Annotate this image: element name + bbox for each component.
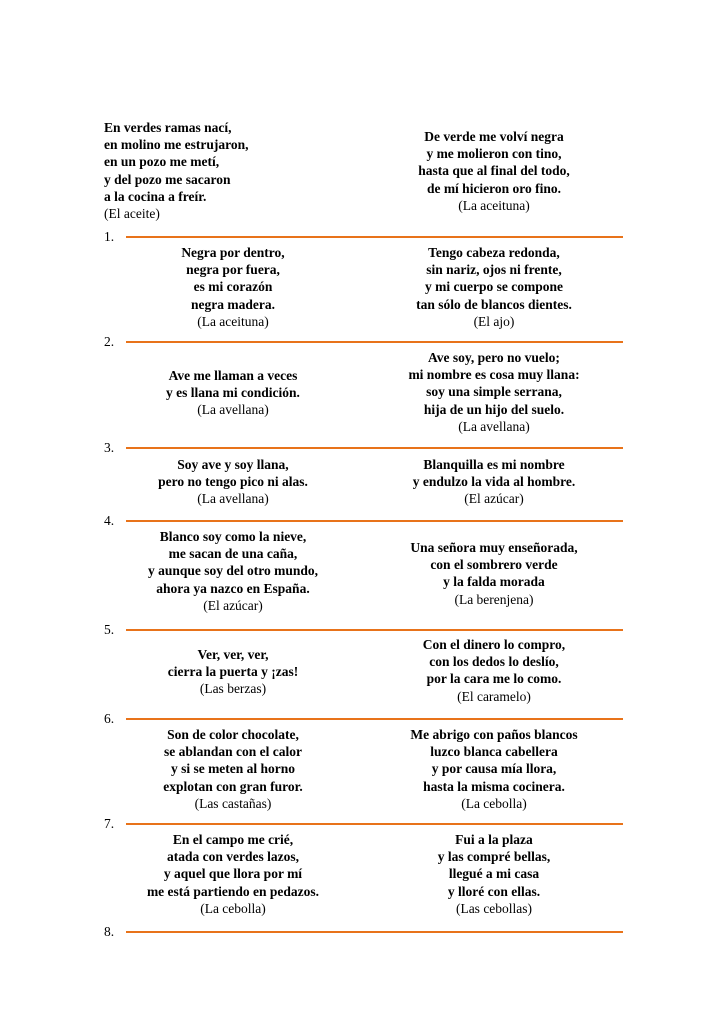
riddle-line: explotan con gran furor. (163, 778, 303, 794)
section-divider (126, 629, 623, 631)
riddle-left (120, 367, 346, 419)
section-divider (126, 520, 623, 522)
section-divider (126, 447, 623, 449)
riddle-right (380, 244, 608, 330)
riddle-line: Blanco soy como la nieve, (159, 529, 307, 544)
riddle-line: Ave soy, pero no vuelo; (428, 350, 560, 365)
section-divider (126, 931, 623, 933)
section-number: 4. (104, 513, 115, 528)
section-divider (126, 341, 623, 343)
riddle-line: hasta la misma cocinera. (423, 778, 565, 794)
riddle-answer: (El aceite) (104, 206, 160, 222)
riddle-line: Ave me llaman a veces (168, 368, 298, 383)
riddle-intro-right (380, 128, 608, 214)
section-number: 6. (104, 711, 115, 726)
riddle-line: de mí hicieron oro fino. (426, 180, 562, 196)
riddle-line: luzco blanca cabellera (430, 744, 558, 760)
riddle-line: con el sombrero verde (430, 557, 558, 573)
section-number: 5. (104, 622, 115, 637)
riddle-right (380, 726, 608, 812)
riddle-line: negra madera. (191, 296, 275, 312)
section-number: 3. (104, 440, 115, 455)
riddle-line: y la falda morada (443, 574, 545, 590)
section-number: 1. (104, 229, 115, 244)
riddle-line: y si se meten al horno (170, 761, 296, 777)
riddle-line: y me molieron con tino, (426, 146, 562, 162)
riddle-line: cierra la puerta y ¡zas! (167, 664, 299, 680)
riddle-line: En el campo me crié, (172, 832, 294, 847)
riddle-line: es mi corazón (193, 279, 273, 295)
riddle-line: llegué a mi casa (448, 866, 540, 882)
riddle-line: Son de color chocolate, (167, 727, 299, 742)
riddle-line: y lloré con ellas. (447, 883, 541, 899)
riddle-line: Blanquilla es mi nombre (423, 457, 565, 472)
riddle-line: hasta que al final del todo, (418, 163, 570, 179)
riddle-line: mi nombre es cosa muy llana: (408, 367, 580, 383)
riddle-left (120, 528, 346, 614)
riddle-line: en un pozo me metí, (104, 154, 220, 170)
riddle-line: Ver, ver, ver, (197, 647, 269, 662)
riddle-line: negra por fuera, (186, 262, 280, 278)
riddle-line: me está partiendo en pedazos. (146, 883, 320, 899)
riddle-left (120, 726, 346, 812)
riddle-line: y las compré bellas, (437, 849, 551, 865)
riddle-line: a la cocina a freír. (104, 188, 207, 204)
riddle-left (120, 646, 346, 698)
section-number: 8. (104, 924, 115, 939)
riddle-line: y por causa mía llora, (431, 761, 557, 777)
riddle-right (380, 636, 608, 705)
riddle-right (380, 456, 608, 508)
riddle-answer: (La avellana) (458, 418, 530, 434)
riddle-line: y aunque soy del otro mundo, (147, 563, 319, 579)
riddle-line: hija de un hijo del suelo. (423, 401, 565, 417)
riddle-line: sin nariz, ojos ni frente, (426, 262, 562, 278)
riddle-line: y del pozo me sacaron (104, 171, 231, 187)
riddle-right (380, 349, 608, 435)
riddle-answer: (La aceituna) (197, 313, 269, 329)
riddle-line: con los dedos lo deslío, (429, 654, 559, 670)
riddle-line: Una señora muy enseñorada, (410, 540, 578, 555)
riddle-answer: (La cebolla) (461, 795, 527, 811)
riddle-answer: (Las castañas) (194, 795, 272, 811)
riddle-line: En verdes ramas nací, (104, 120, 232, 135)
riddle-line: y es llana mi condición. (166, 385, 300, 401)
riddle-line: Negra por dentro, (181, 245, 285, 260)
riddle-line: Fui a la plaza (455, 832, 533, 847)
riddle-left (120, 456, 346, 508)
riddle-left (120, 831, 346, 917)
riddle-line: soy una simple serrana, (426, 384, 562, 400)
riddle-right (380, 831, 608, 917)
riddle-left (120, 244, 346, 330)
riddle-line: se ablandan con el calor (163, 744, 302, 760)
section-number: 7. (104, 816, 115, 831)
riddle-answer: (El azúcar) (464, 491, 524, 507)
riddle-line: tan sólo de blancos dientes. (416, 296, 572, 312)
section-divider (126, 236, 623, 238)
riddle-line: por la cara me lo como. (426, 671, 562, 687)
riddle-answer: (La avellana) (197, 402, 269, 418)
riddle-line: atada con verdes lazos, (167, 849, 299, 865)
section-number: 2. (104, 334, 115, 349)
riddle-line: Tengo cabeza redonda, (428, 245, 560, 260)
section-divider (126, 718, 623, 720)
riddle-line: Con el dinero lo compro, (422, 637, 566, 652)
riddle-answer: (El azúcar) (203, 597, 263, 613)
riddle-line: y endulzo la vida al hombre. (412, 474, 576, 490)
riddle-answer: (El caramelo) (457, 688, 531, 704)
riddle-line: ahora ya nazco en España. (156, 580, 310, 596)
riddle-answer: (La aceituna) (458, 197, 530, 213)
riddle-line: en molino me estrujaron, (104, 137, 249, 153)
section-divider (126, 823, 623, 825)
riddle-answer: (El ajo) (473, 313, 515, 329)
riddle-answer: (La cebolla) (200, 900, 266, 916)
riddle-line: y mi cuerpo se compone (425, 279, 563, 295)
riddle-line: De verde me volví negra (424, 129, 564, 144)
riddle-line: Soy ave y soy llana, (177, 457, 289, 472)
riddle-line: y aquel que llora por mí (163, 866, 303, 882)
riddle-intro-left (104, 119, 344, 222)
riddle-right (380, 539, 608, 608)
riddle-answer: (La berenjena) (454, 591, 534, 607)
riddle-line: Me abrigo con paños blancos (410, 727, 578, 742)
riddle-answer: (Las cebollas) (455, 900, 533, 916)
riddle-answer: (La avellana) (197, 491, 269, 507)
riddle-line: me sacan de una caña, (168, 546, 298, 562)
riddle-answer: (Las berzas) (199, 681, 267, 697)
riddle-line: pero no tengo pico ni alas. (158, 474, 308, 490)
